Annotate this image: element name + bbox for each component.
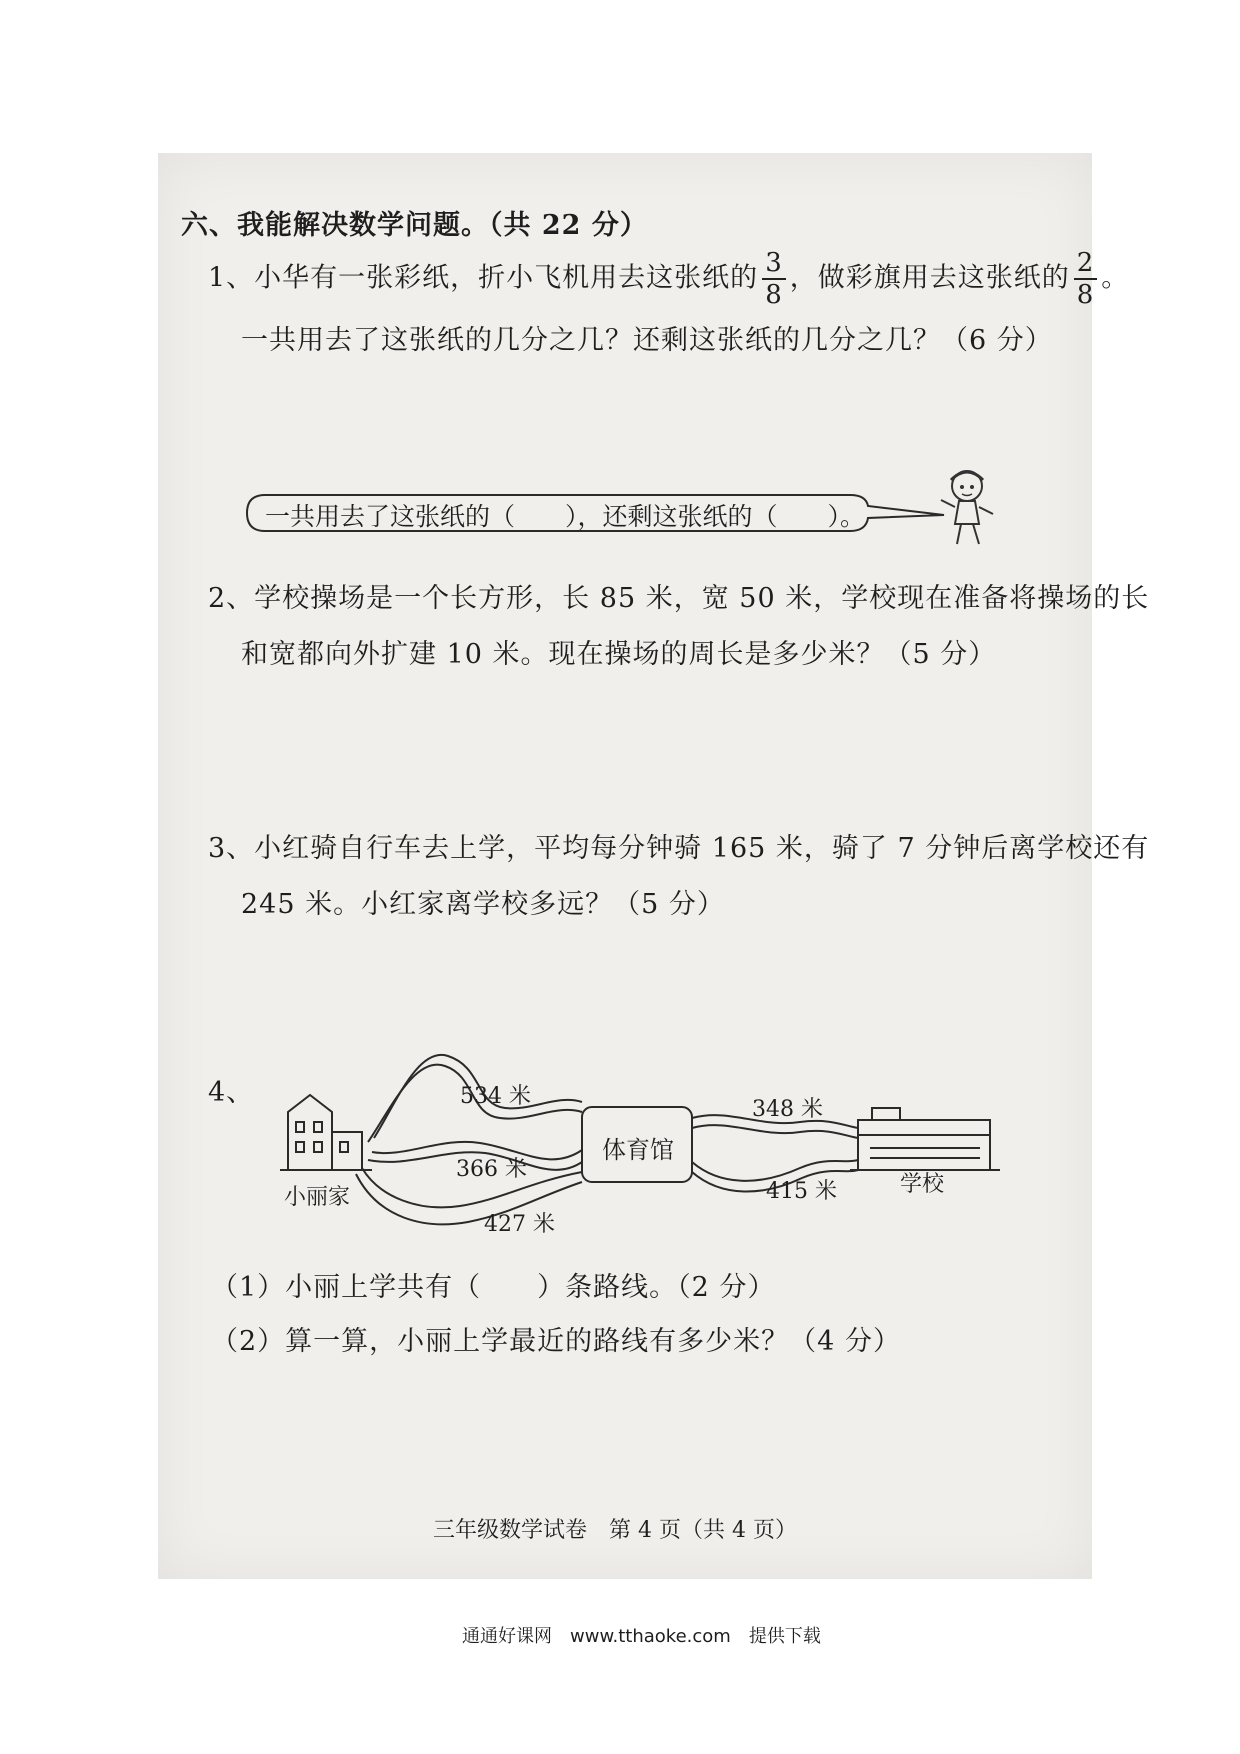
label-427: 427 米 — [484, 1212, 555, 1237]
q1-line2: 一共用去了这张纸的几分之几？还剩这张纸的几分之几？（6 分） — [241, 325, 1053, 356]
fraction-two-eighths — [1074, 250, 1098, 308]
q3-line1: 3、小红骑自行车去上学，平均每分钟骑 165 米，骑了 7 分钟后离学校还有 — [208, 833, 1150, 864]
label-gym: 体育馆 — [602, 1136, 674, 1164]
exam-page — [158, 153, 1092, 1579]
q1-text-end: 。 — [1101, 262, 1130, 294]
q4-number: 4、 — [208, 1077, 255, 1108]
label-school: 学校 — [900, 1172, 945, 1197]
cartoon-child-icon — [935, 462, 1005, 552]
frac1-denominator: 8 — [765, 280, 783, 310]
frac2-denominator: 8 — [1076, 280, 1095, 310]
fraction-three-eighths — [762, 250, 786, 308]
frac2-numerator: 2 — [1074, 250, 1098, 280]
q1-text-prefix: 1、小华有一张彩纸，折小飞机用去这张纸的 — [208, 262, 759, 294]
q4-sub2: （2）算一算，小丽上学最近的路线有多少米？（4 分） — [211, 1326, 901, 1357]
q3-line2: 245 米。小红家离学校多远？（5 分） — [241, 889, 725, 920]
q1-answer-bubble-text: 一共用去了这张纸的（ ），还剩这张纸的（ ）。 — [265, 502, 866, 531]
label-348: 348 米 — [752, 1097, 823, 1122]
q2-line1: 2、学校操场是一个长方形，长 85 米，宽 50 米，学校现在准备将操场的长 — [208, 583, 1150, 614]
label-366: 366 米 — [456, 1157, 527, 1182]
label-home: 小丽家 — [284, 1185, 351, 1210]
q1-line1 — [208, 250, 1129, 308]
label-415: 415 米 — [766, 1179, 837, 1204]
q4-sub1: （1）小丽上学共有（ ）条路线。（2 分） — [211, 1272, 776, 1303]
page-footer: 三年级数学试卷 第 4 页（共 4 页） — [433, 1518, 797, 1543]
q2-line2: 和宽都向外扩建 10 米。现在操场的周长是多少米？（5 分） — [241, 639, 997, 670]
frac1-numerator: 3 — [762, 250, 786, 280]
label-534: 534 米 — [460, 1084, 531, 1109]
section-heading: 六、我能解决数学问题。（共 22 分） — [181, 210, 648, 241]
download-watermark: 通通好课网 www.tthaoke.com 提供下载 — [462, 1626, 821, 1647]
q1-text-mid: ，做彩旗用去这张纸的 — [789, 262, 1070, 294]
